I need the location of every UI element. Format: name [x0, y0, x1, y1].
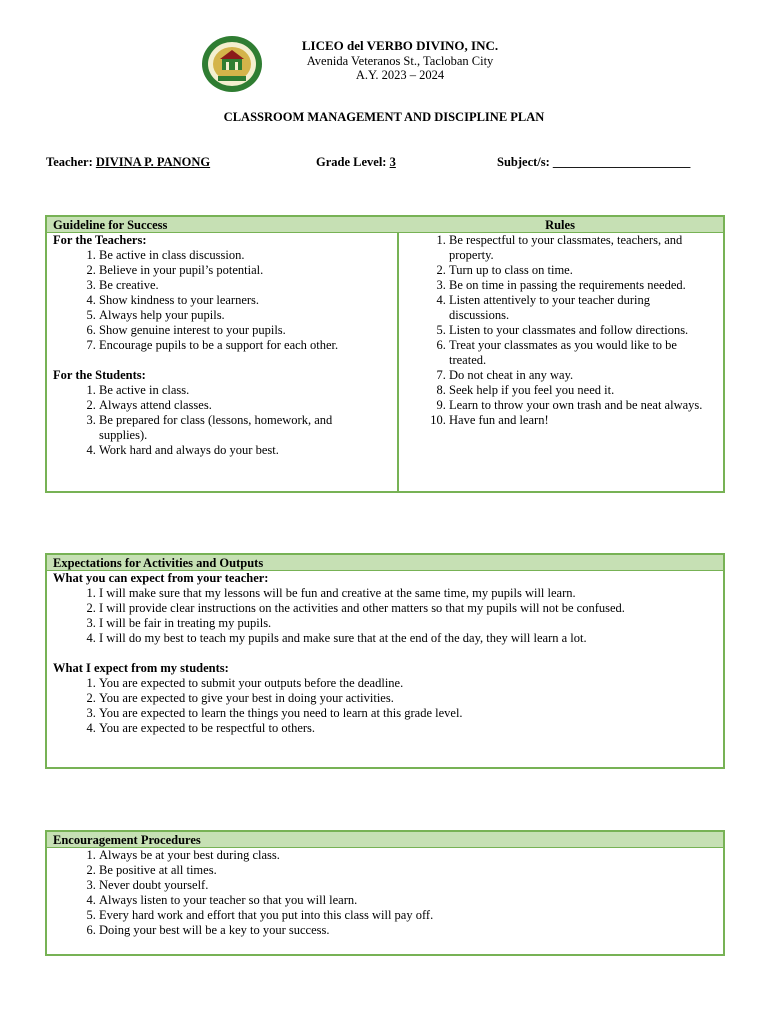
school-address: Avenida Veteranos St., Tacloban City: [306, 53, 494, 68]
guideline-column: [47, 217, 399, 491]
expectations-header: Expectations for Activities and Outputs: [47, 555, 723, 571]
list-item: 4. Work hard and always do your best.: [99, 443, 377, 458]
encouragement-header: Encouragement Procedures: [47, 832, 723, 848]
list-item: 3. Be creative.: [99, 278, 397, 293]
teachers-heading: For the Teachers:: [53, 233, 147, 247]
list-item: 6. Doing your best will be a key to your success.: [99, 923, 723, 938]
list-item: 3. Be prepared for class (lessons, homework, and supplies).: [99, 413, 377, 443]
letterhead: [200, 34, 560, 94]
list-item: 4. I will do my best to teach my pupils and make sure that at the end of the day, they will learn a lot.: [99, 631, 683, 646]
encouragement-list: [47, 848, 723, 938]
guideline-header: Guideline for Success: [47, 217, 397, 233]
list-item: 3. I will be fair in treating my pupils.: [99, 616, 683, 631]
list-item: 1. You are expected to submit your outputs before the deadline.: [99, 676, 723, 691]
list-item: 1. Always be at your best during class.: [99, 848, 723, 863]
list-item: 2. Believe in your pupil’s potential.: [99, 263, 397, 278]
list-item: 4. Listen attentively to your teacher during discussions.: [449, 293, 705, 323]
list-item: 9. Learn to throw your own trash and be neat always.: [449, 398, 705, 413]
guideline-rules-table: [45, 215, 725, 493]
list-item: 2. I will provide clear instructions on the activities and other matters so that my pupils will not be confused.: [99, 601, 683, 616]
list-item: 2. Always attend classes.: [99, 398, 377, 413]
list-item: 10. Have fun and learn!: [449, 413, 705, 428]
list-item: 3. You are expected to learn the things you need to learn at this grade level.: [99, 706, 723, 721]
student-expectations-list: [47, 676, 723, 736]
school-seal-icon: [200, 34, 264, 94]
students-heading: For the Students:: [53, 368, 146, 382]
list-item: 1. Be respectful to your classmates, teachers, and property.: [449, 233, 705, 263]
teachers-list: [47, 248, 397, 353]
teacher-label: Teacher:: [46, 155, 93, 169]
students-list: [47, 383, 397, 458]
grade-label: Grade Level:: [316, 155, 387, 169]
list-item: 4. You are expected to be respectful to others.: [99, 721, 723, 736]
list-item: 3. Never doubt yourself.: [99, 878, 723, 893]
list-item: 5. Always help your pupils.: [99, 308, 397, 323]
teacher-field: [46, 155, 210, 170]
list-item: 6. Show genuine interest to your pupils.: [99, 323, 397, 338]
list-item: 5. Every hard work and effort that you put into this class will pay off.: [99, 908, 723, 923]
rules-column: [397, 217, 723, 491]
list-item: 2. You are expected to give your best in doing your activities.: [99, 691, 723, 706]
list-item: 5. Listen to your classmates and follow directions.: [449, 323, 705, 338]
rules-header: Rules: [397, 217, 723, 233]
rules-list: [397, 233, 723, 428]
encouragement-table: [45, 830, 725, 956]
list-item: 2. Turn up to class on time.: [449, 263, 705, 278]
expectations-table: [45, 553, 725, 769]
subject-value: ______________________: [552, 155, 691, 169]
list-item: 8. Seek help if you feel you need it.: [449, 383, 705, 398]
subject-label: Subject/s:: [497, 155, 550, 169]
grade-value: 3: [389, 155, 396, 169]
document-title: CLASSROOM MANAGEMENT AND DISCIPLINE PLAN: [223, 110, 545, 124]
list-item: 6. Treat your classmates as you would like to be treated.: [449, 338, 705, 368]
list-item: 1. Be active in class.: [99, 383, 377, 398]
grade-field: [316, 155, 396, 170]
subject-field: [497, 155, 690, 170]
school-year: A.Y. 2023 – 2024: [355, 68, 445, 82]
list-item: 7. Do not cheat in any way.: [449, 368, 705, 383]
list-item: 3. Be on time in passing the requirements needed.: [449, 278, 705, 293]
teacher-expectations-heading: What you can expect from your teacher:: [53, 571, 269, 585]
teacher-expectations-list: [47, 586, 723, 646]
teacher-value: DIVINA P. PANONG: [95, 155, 211, 169]
school-name: LICEO del VERBO DIVINO, INC.: [301, 38, 499, 53]
list-item: 1. I will make sure that my lessons will be fun and creative at the same time, my pupils will learn.: [99, 586, 683, 601]
list-item: 2. Be positive at all times.: [99, 863, 723, 878]
list-item: 4. Always listen to your teacher so that you will learn.: [99, 893, 723, 908]
list-item: 7. Encourage pupils to be a support for each other.: [99, 338, 397, 353]
list-item: 1. Be active in class discussion.: [99, 248, 397, 263]
list-item: 4. Show kindness to your learners.: [99, 293, 397, 308]
student-expectations-heading: What I expect from my students:: [53, 661, 229, 675]
